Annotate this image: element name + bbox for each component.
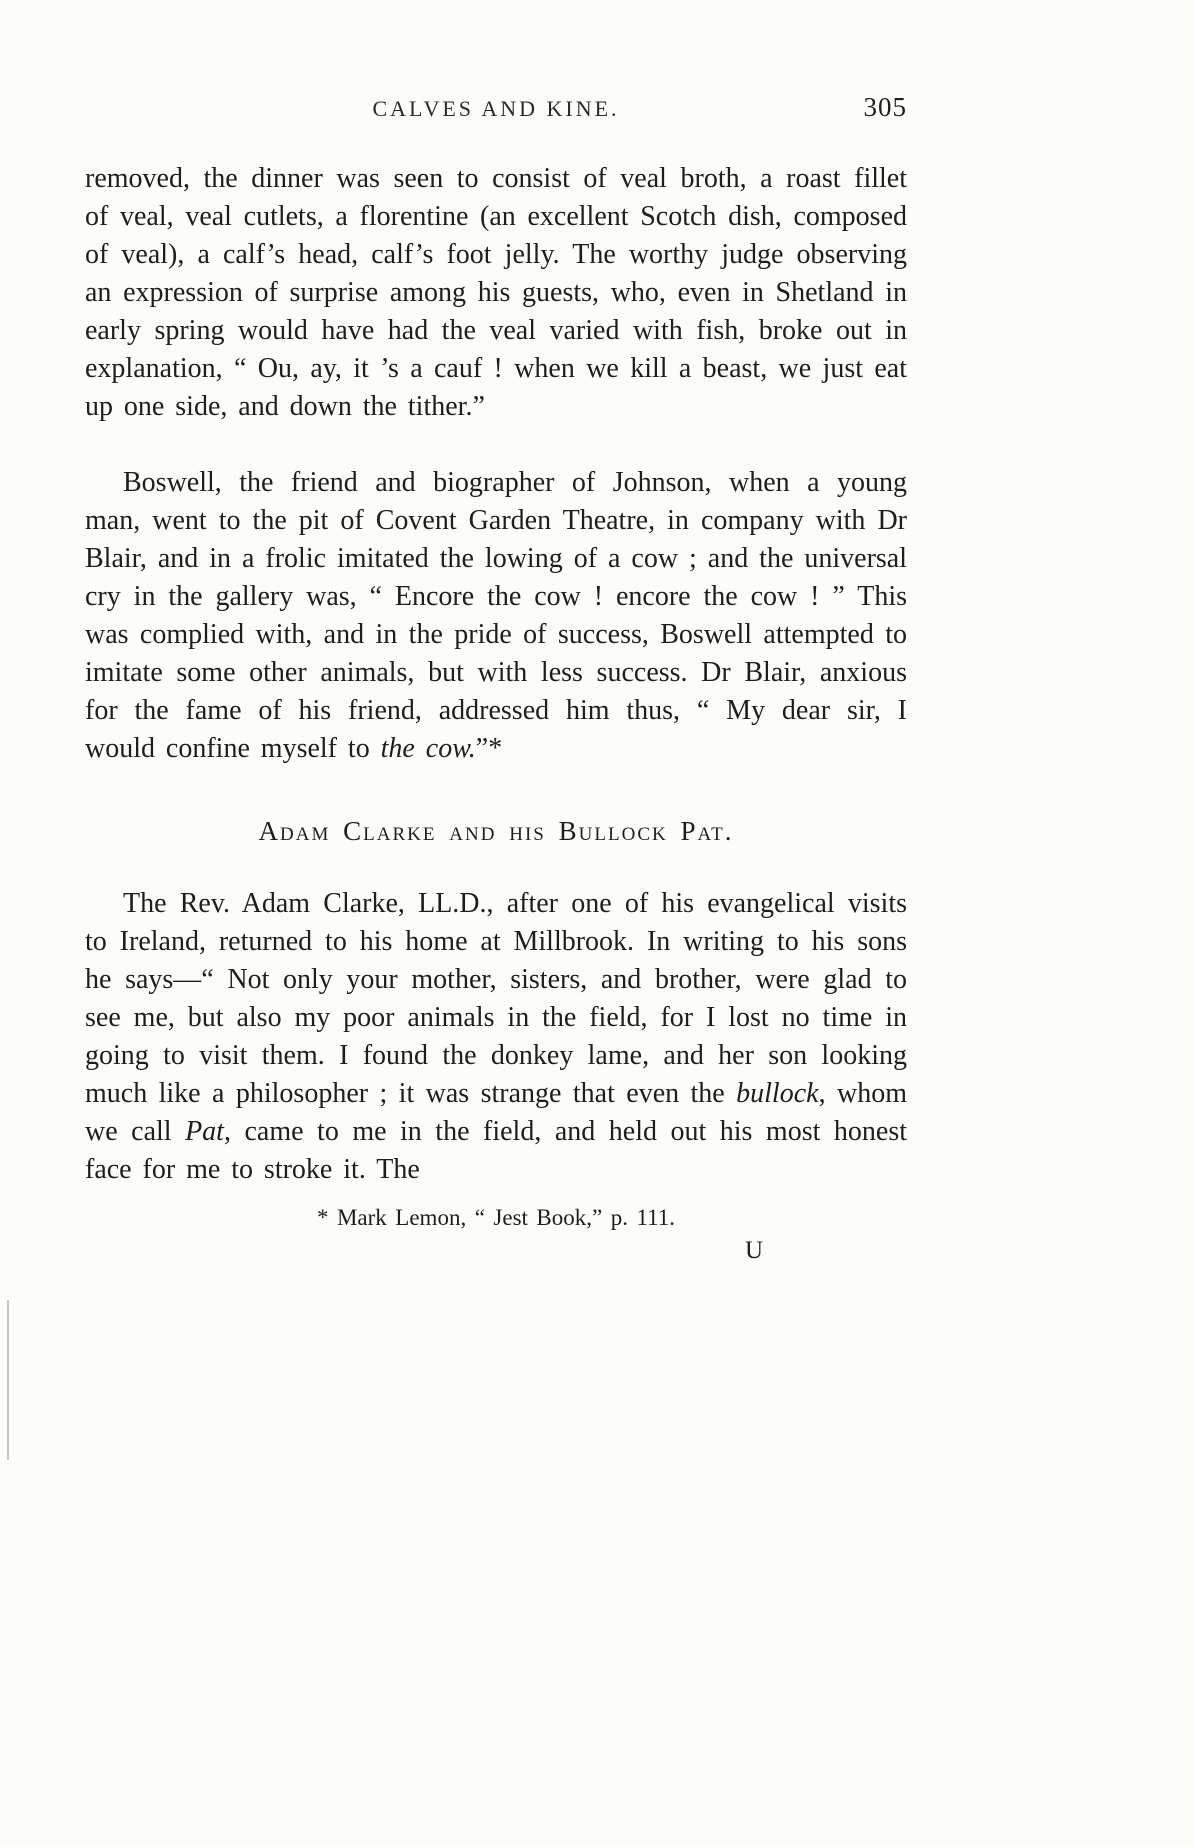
footnote: * Mark Lemon, “ Jest Book,” p. 111. (316, 1205, 676, 1230)
running-head (85, 92, 907, 126)
text-run: ”* (475, 733, 503, 764)
signature-mark: U (745, 1237, 765, 1264)
paragraph-2 (85, 464, 907, 768)
page-content (85, 0, 907, 1265)
paragraph-1 (85, 160, 907, 426)
page-number: 305 (863, 92, 907, 122)
text-run: , whom we call (85, 1078, 907, 1147)
scan-artifact-line (7, 1300, 9, 1460)
running-header-title: CALVES AND KINE. (372, 96, 620, 121)
text-run-italic: Pat (185, 1116, 224, 1147)
text-run: The Rev. Adam Clarke, LL.D., after one of his evangelical visits to Ireland, returned to his home at Millbrook. In writing to his sons he says—“ Not only your mother, sisters, and brother, were glad to see me, but also my poor animals in the field, for I lost no time in going to visit them. I found the donkey lame, and her son looking much like a philosopher ; it was strange that even the (85, 888, 907, 1109)
text-run: removed, the dinner was seen to consist of veal broth, a roast fillet of veal, veal cutlets, a florentine (an excellent Scotch dish, composed of veal), a calf’s head, calf’s foot jelly. The worthy judge observing an expression of surprise among his guests, who, even in Shetland in early spring would have had the veal varied with fish, broke out in explanation, “ Ou, ay, it ’s a cauf ! when we kill a beast, we just eat up one side, and down the tither.” (85, 163, 907, 422)
text-run: , came to me in the field, and held out his most honest face for me to stroke it. The (85, 1116, 907, 1185)
section-heading: Adam Clarke and his Bullock Pat. (258, 816, 734, 846)
text-run-italic: the cow. (380, 733, 476, 764)
text-run-italic: bullock (736, 1078, 819, 1109)
text-run: Boswell, the friend and biographer of Johnson, when a young man, went to the pit of Covent Garden Theatre, in company with Dr Blair, and in a frolic imitated the lowing of a cow ; and the universal cry in the gallery was, “ Encore the cow ! encore the cow ! ” This was complied with, and in the pride of success, Boswell attempted to imitate some other animals, but with less success. Dr Blair, anxious for the fame of his friend, addressed him thus, “ My dear sir, I would confine myself to (85, 467, 907, 764)
paragraph-3 (85, 885, 907, 1189)
